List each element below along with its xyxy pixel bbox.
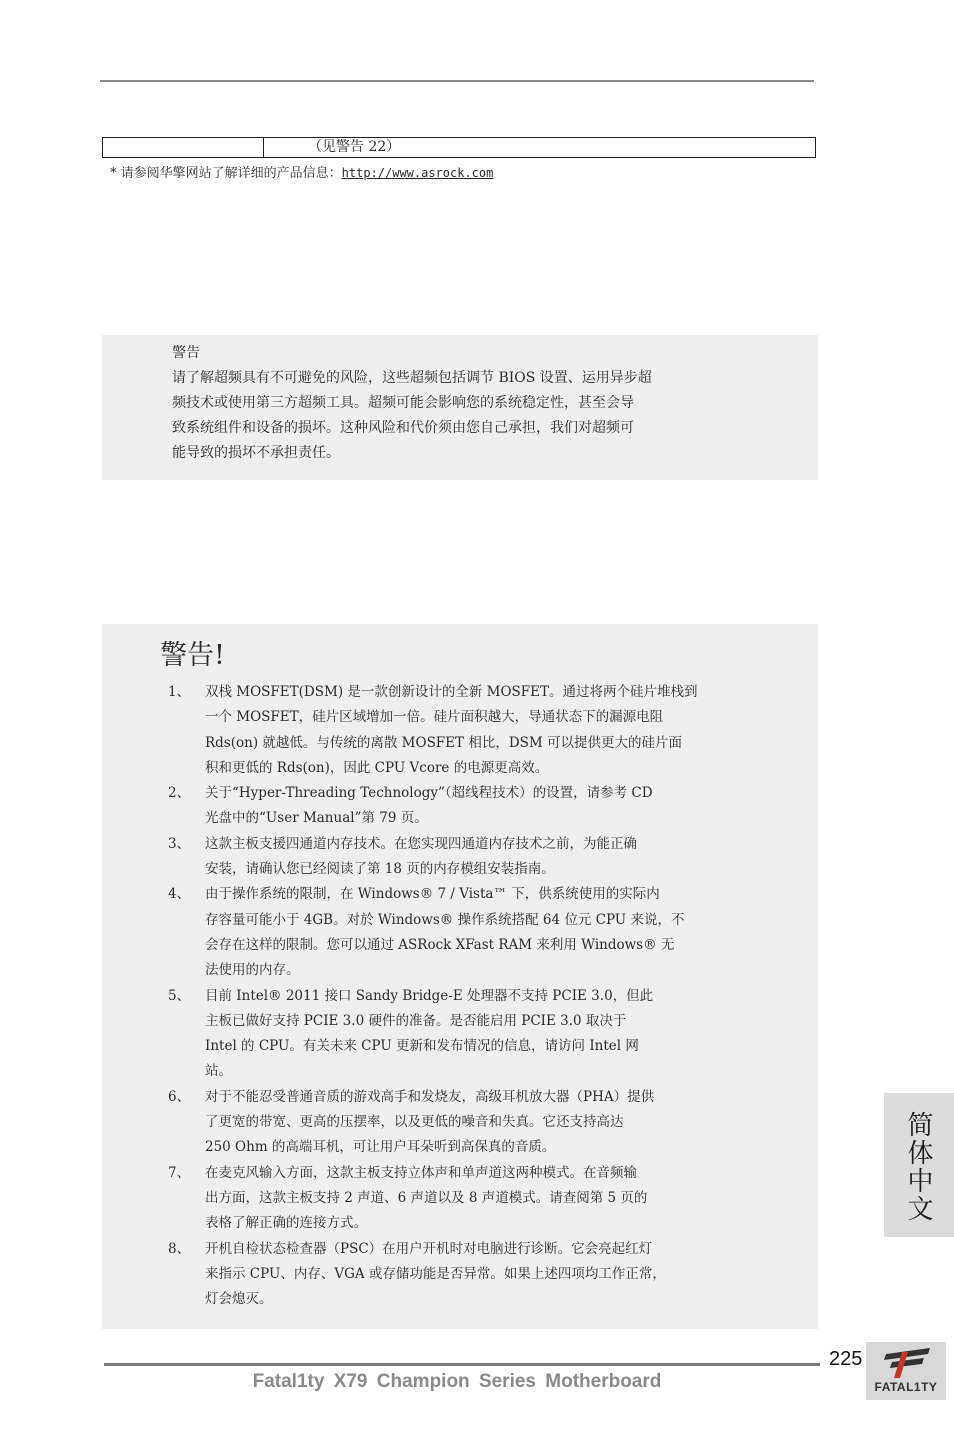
spec-table-row — [102, 137, 816, 158]
fatal1ty-emblem-icon — [878, 1346, 934, 1380]
warning-line: 请了解超频具有不可避免的风险，这些超频包括调节 BIOS 设置、运用异步超 — [172, 370, 652, 386]
note-number: 1、 — [168, 684, 191, 700]
footnote-text: * 请参阅华擎网站了解详细的产品信息： — [110, 166, 342, 181]
spec-table-label-cell — [103, 138, 264, 157]
note-item — [168, 1237, 758, 1313]
note-item — [168, 1085, 758, 1161]
note-line: 主板已做好支持 PCIE 3.0 硬件的准备。是否能启用 PCIE 3.0 取决于 — [205, 1012, 627, 1029]
note-item — [168, 832, 758, 883]
fatal1ty-logo — [866, 1342, 946, 1400]
notes-list — [168, 680, 758, 1312]
note-item — [168, 882, 758, 983]
note-line: Intel 的 CPU。有关未来 CPU 更新和发布情况的信息，请访问 Intel 网 — [205, 1038, 639, 1055]
language-tab-label: 简体中文 — [903, 1111, 933, 1223]
note-line: 由于操作系统的限制，在 Windows® 7 / Vista™ 下，供系统使用的实际内 — [205, 886, 660, 903]
footer-title: Fatal1ty X79 Champion Series Motherboard — [252, 1371, 662, 1392]
note-line: 安装，请确认您已经阅读了第 18 页的内存模组安装指南。 — [205, 861, 555, 878]
page-number: 225 — [829, 1348, 863, 1370]
note-line: 一个 MOSFET，硅片区域增加一倍。硅片面积越大，导通状态下的漏源电阻 — [205, 709, 664, 726]
warning-body — [172, 366, 742, 466]
note-line: 目前 Intel® 2011 接口 Sandy Bridge-E 处理器不支持 PCIE 3.0，但此 — [205, 987, 654, 1004]
note-number: 8、 — [168, 1240, 191, 1257]
warning-line: 频技术或使用第三方超频工具。超频可能会影响您的系统稳定性，甚至会导 — [172, 395, 634, 411]
note-line: 站。 — [205, 1063, 232, 1080]
bottom-rule — [104, 1363, 820, 1366]
note-line: 了更宽的带宽、更高的压摆率，以及更低的噪音和失真。它还支持高达 — [205, 1114, 624, 1131]
language-side-tab — [884, 1093, 954, 1237]
note-item — [168, 781, 758, 832]
top-rule — [100, 80, 814, 82]
note-line: 法使用的内存。 — [205, 962, 300, 979]
note-number: 5、 — [168, 987, 191, 1004]
note-item — [168, 984, 758, 1085]
note-line: 会存在这样的限制。您可以通过 ASRock XFast RAM 来利用 Windows® 无 — [205, 936, 675, 953]
note-number: 7、 — [168, 1164, 191, 1181]
note-line: 这款主板支援四通道内存技术。在您实现四通道内存技术之前，为能正确 — [205, 835, 637, 852]
note-line: Rds(on) 就越低。与传统的离散 MOSFET 相比，DSM 可以提供更大的硅片面 — [205, 734, 683, 751]
notes-warning-box — [102, 624, 818, 1329]
note-number: 4、 — [168, 886, 191, 903]
warning-heading: 警告! — [160, 640, 225, 671]
overclocking-warning-box — [102, 335, 818, 480]
note-line: 光盘中的“User Manual”第 79 页。 — [205, 810, 428, 827]
note-number: 2、 — [168, 785, 191, 802]
note-item — [168, 1161, 758, 1237]
note-line: 在麦克风输入方面，这款主板支持立体声和单声道这两种模式。在音频输 — [205, 1164, 637, 1181]
note-number: 6、 — [168, 1088, 191, 1105]
warning-line: 能导致的损坏不承担责任。 — [172, 445, 340, 461]
note-line: 对于不能忍受普通音质的游戏高手和发烧友，高级耳机放大器（PHA）提供 — [205, 1088, 655, 1105]
note-line: 存容量可能小于 4GB。对於 Windows® 操作系统搭配 64 位元 CPU 来说，不 — [205, 911, 685, 928]
note-line: 出方面，这款主板支持 2 声道、6 声道以及 8 声道模式。请查阅第 5 页的 — [205, 1189, 648, 1206]
note-line: 双栈 MOSFET(DSM) 是一款创新设计的全新 MOSFET。通过将两个硅片堆栈到 — [205, 684, 698, 700]
note-line: 灯会熄灭。 — [205, 1291, 273, 1308]
warning-title: 警告 — [172, 345, 200, 361]
asrock-website-link[interactable]: http://www.asrock.com — [341, 166, 494, 180]
logo-text: FATAL1TY — [874, 1380, 938, 1394]
note-item — [168, 680, 758, 781]
note-line: 表格了解正确的连接方式。 — [205, 1215, 367, 1232]
note-line: 开机自检状态检查器（PSC）在用户开机时对电脑进行诊断。它会亮起红灯 — [205, 1240, 653, 1257]
note-line: 来指示 CPU、内存、VGA 或存储功能是否异常。如果上述四项均工作正常， — [205, 1265, 666, 1282]
note-line: 250 Ohm 的高端耳机，可让用户耳朵听到高保真的音质。 — [205, 1139, 556, 1156]
note-line: 关于“Hyper-Threading Technology”（超线程技术）的设置，请参考 CD — [205, 785, 653, 802]
note-number: 3、 — [168, 835, 191, 852]
note-line: 积和更低的 Rds(on)，因此 CPU Vcore 的电源更高效。 — [205, 759, 549, 776]
warning-line: 致系统组件和设备的损坏。这种风险和代价须由您自己承担，我们对超频可 — [172, 420, 634, 436]
footnote — [110, 163, 493, 184]
spec-table-value-cell: （见警告 22） — [308, 139, 401, 155]
